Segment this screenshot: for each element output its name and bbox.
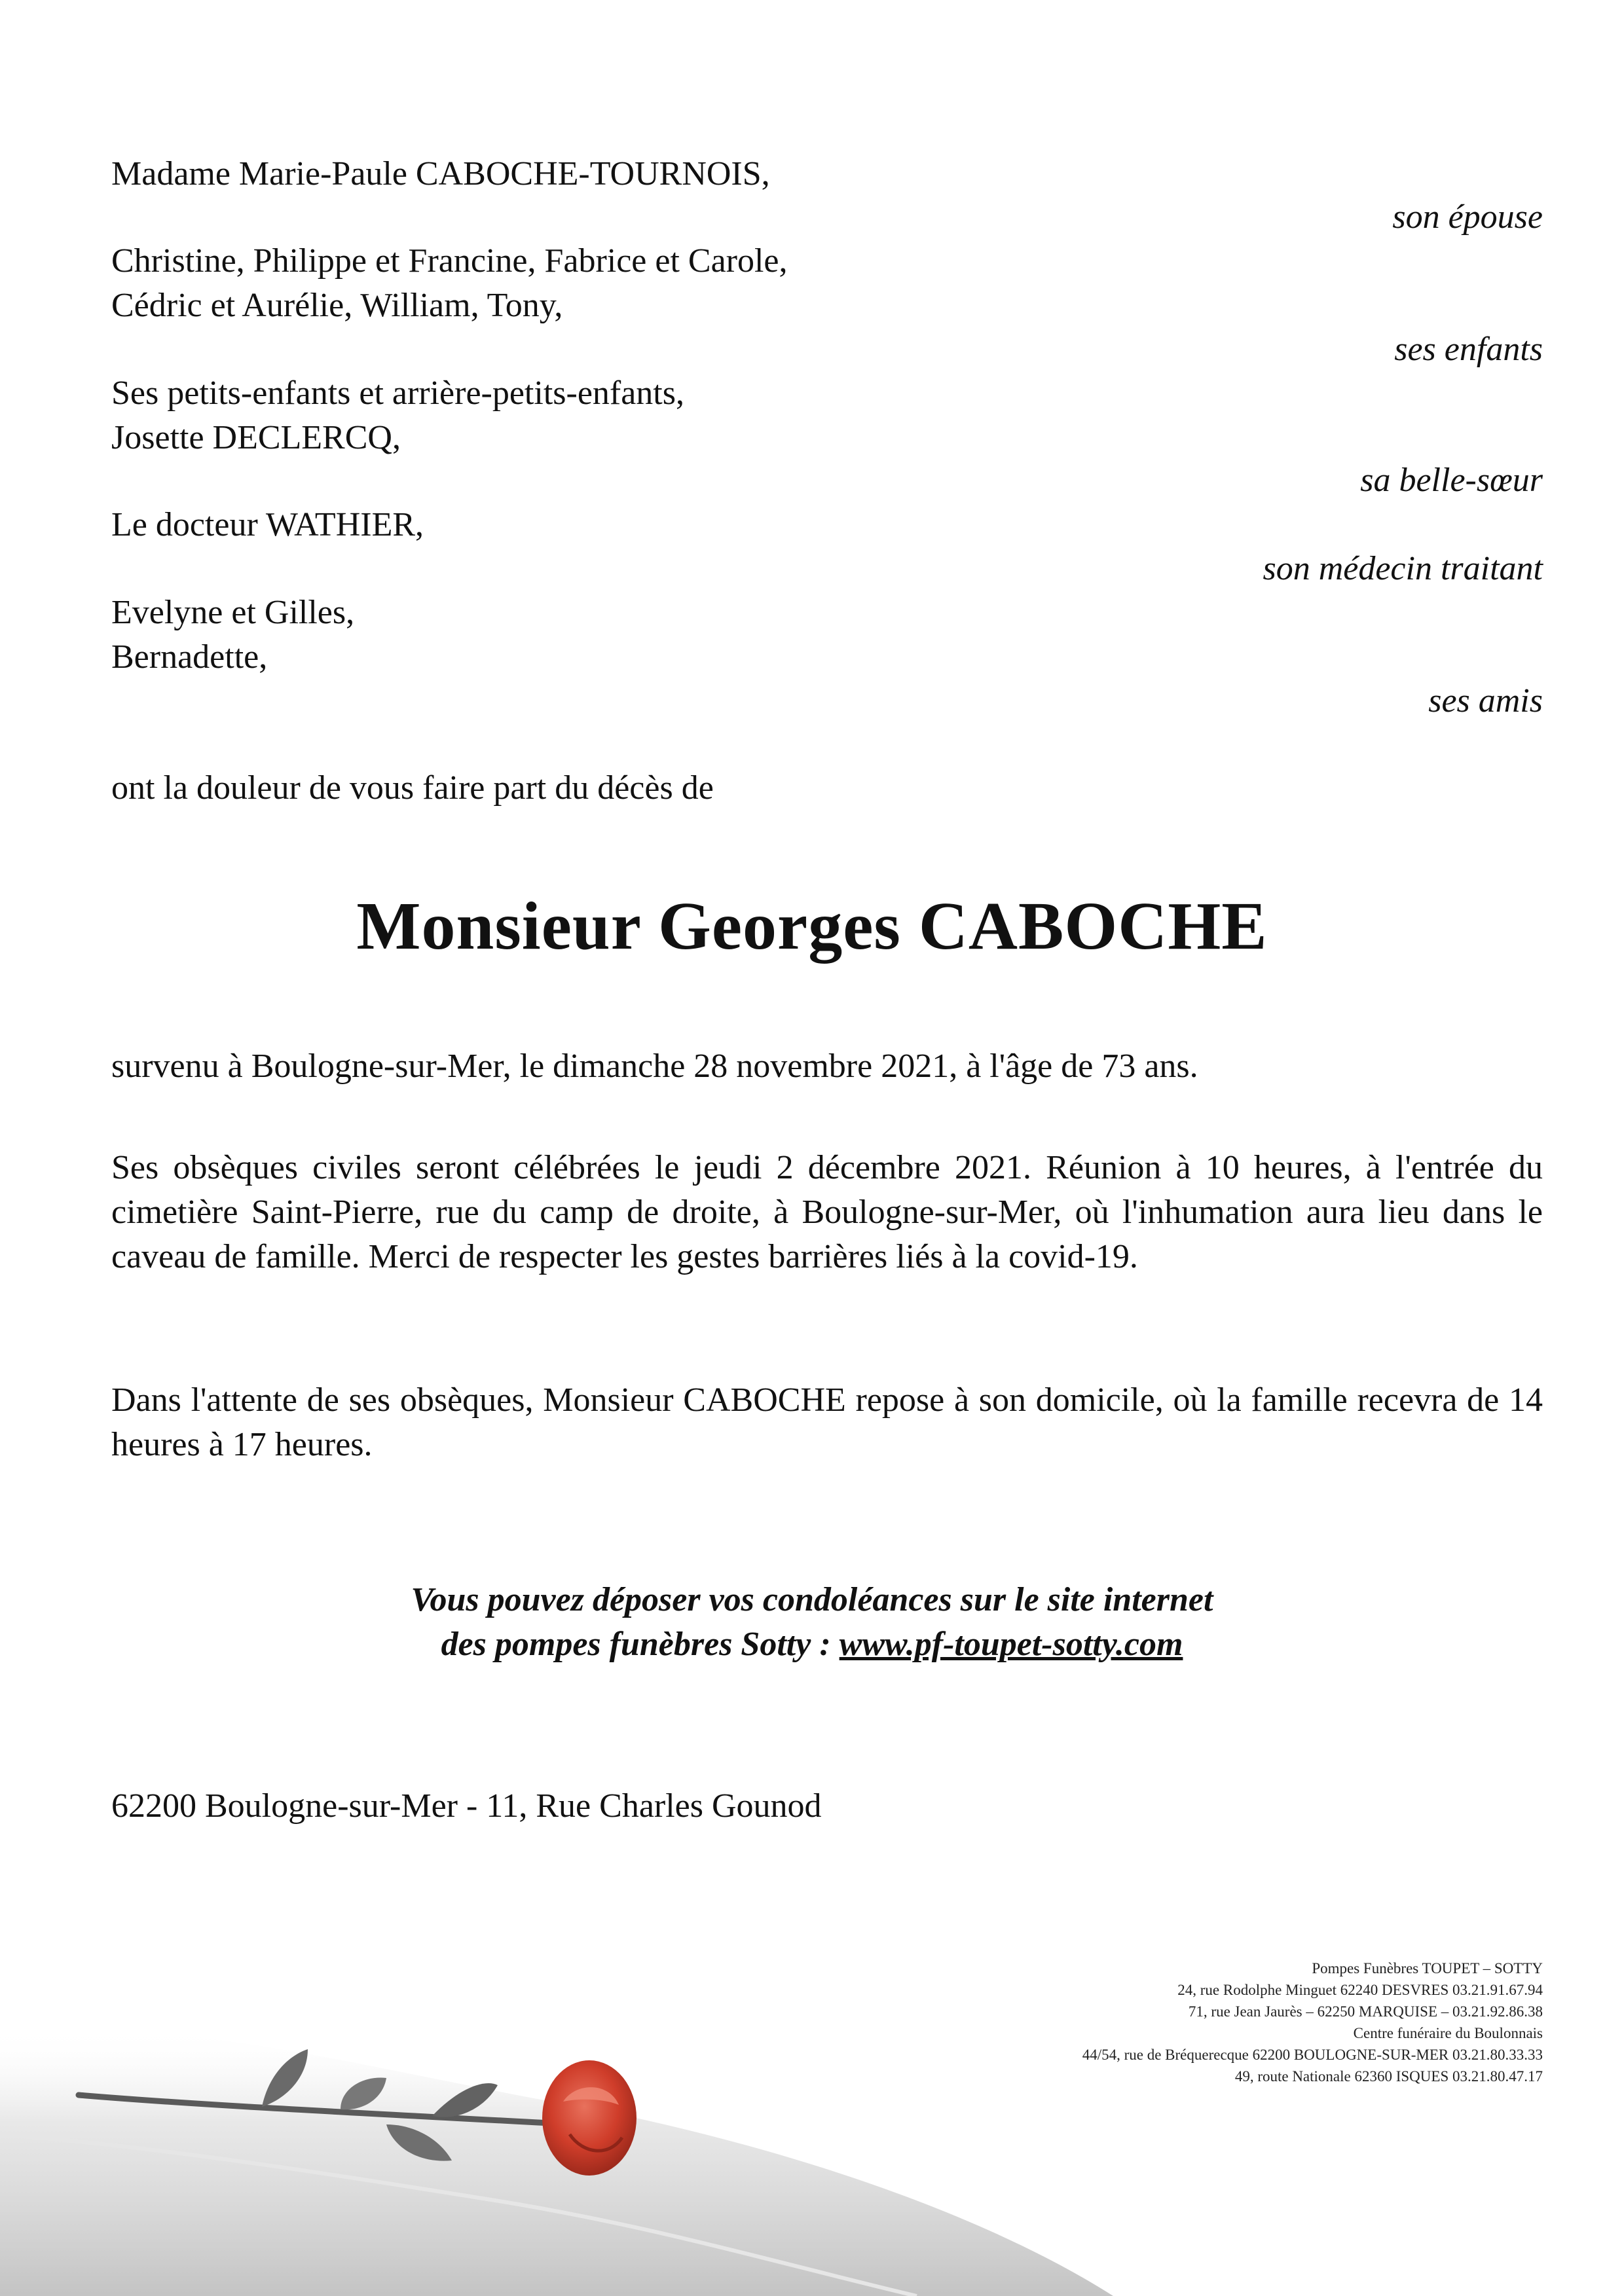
condolences-prefix: des pompes funèbres Sotty : bbox=[441, 1626, 840, 1663]
children-names-1: Christine, Philippe et Francine, Fabrice et Carole, bbox=[111, 242, 788, 280]
home-address: 62200 Boulogne-sur-Mer - 11, Rue Charles Gounod bbox=[111, 1787, 822, 1825]
sister-in-law-role: sa belle-sœur bbox=[1360, 462, 1543, 499]
funeral-center-isques: 49, route Nationale 62360 ISQUES 03.21.80.47.17 bbox=[1234, 2068, 1543, 2085]
doctor-name: Le docteur WATHIER, bbox=[111, 506, 424, 543]
funeral-home-contact bbox=[1082, 1958, 1543, 2087]
doctor-role: son médecin traitant bbox=[1263, 550, 1543, 587]
condolences-website-link[interactable]: www.pf-toupet-sotty.com bbox=[839, 1626, 1183, 1663]
friends-names-2: Bernadette, bbox=[111, 638, 268, 676]
children-role: ses enfants bbox=[1394, 331, 1543, 368]
funeral-center-name: Centre funéraire du Boulonnais bbox=[1353, 2025, 1543, 2041]
sand-area bbox=[0, 2028, 1113, 2296]
condolences-line-1: Vous pouvez déposer vos condoléances sur le site internet bbox=[411, 1581, 1213, 1618]
visitation-details: Dans l'attente de ses obsèques, Monsieur CABOCHE repose à son domicile, où la famille recevra de 14 heures à 17 heures. bbox=[111, 1381, 1543, 1463]
sister-in-law-name: Josette DECLERCQ, bbox=[111, 419, 401, 456]
friends-role: ses amis bbox=[1428, 682, 1543, 720]
spouse-name: Madame Marie-Paule CABOCHE-TOURNOIS, bbox=[111, 155, 770, 192]
funeral-center-boulogne: 44/54, rue de Bréquerecque 62200 BOULOGNE-SUR-MER 03.21.80.33.33 bbox=[1082, 2047, 1543, 2063]
friends-names-1: Evelyne et Gilles, bbox=[111, 594, 355, 631]
announcement-intro: ont la douleur de vous faire part du décès de bbox=[111, 769, 714, 807]
funeral-home-name: Pompes Funèbres TOUPET – SOTTY bbox=[1312, 1960, 1543, 1977]
funeral-home-desvres: 24, rue Rodolphe Minguet 62240 DESVRES 03.21.91.67.94 bbox=[1177, 1982, 1543, 1998]
funeral-home-marquise: 71, rue Jean Jaurès – 62250 MARQUISE – 03.21.92.86.38 bbox=[1188, 2003, 1543, 2020]
spouse-role: son épouse bbox=[1392, 198, 1543, 236]
children-names-2: Cédric et Aurélie, William, Tony, bbox=[111, 287, 563, 324]
rose-bloom bbox=[542, 2060, 637, 2176]
condolences-line-2 bbox=[0, 1622, 1624, 1667]
grandchildren-names: Ses petits-enfants et arrière-petits-enfants, bbox=[111, 374, 684, 412]
death-details: survenu à Boulogne-sur-Mer, le dimanche 28 novembre 2021, à l'âge de 73 ans. bbox=[111, 1048, 1198, 1085]
deceased-name: Monsieur Georges CABOCHE bbox=[356, 888, 1268, 964]
funeral-details: Ses obsèques civiles seront célébrées le jeudi 2 décembre 2021. Réunion à 10 heures, à l'entrée du cimetière Saint-Pierre, rue du camp de droite, à Boulogne-sur-Mer, où l'inhumation aura lieu dans le caveau de famille. Merci de respecter les gestes barrières liés à la covid-19. bbox=[111, 1149, 1543, 1275]
